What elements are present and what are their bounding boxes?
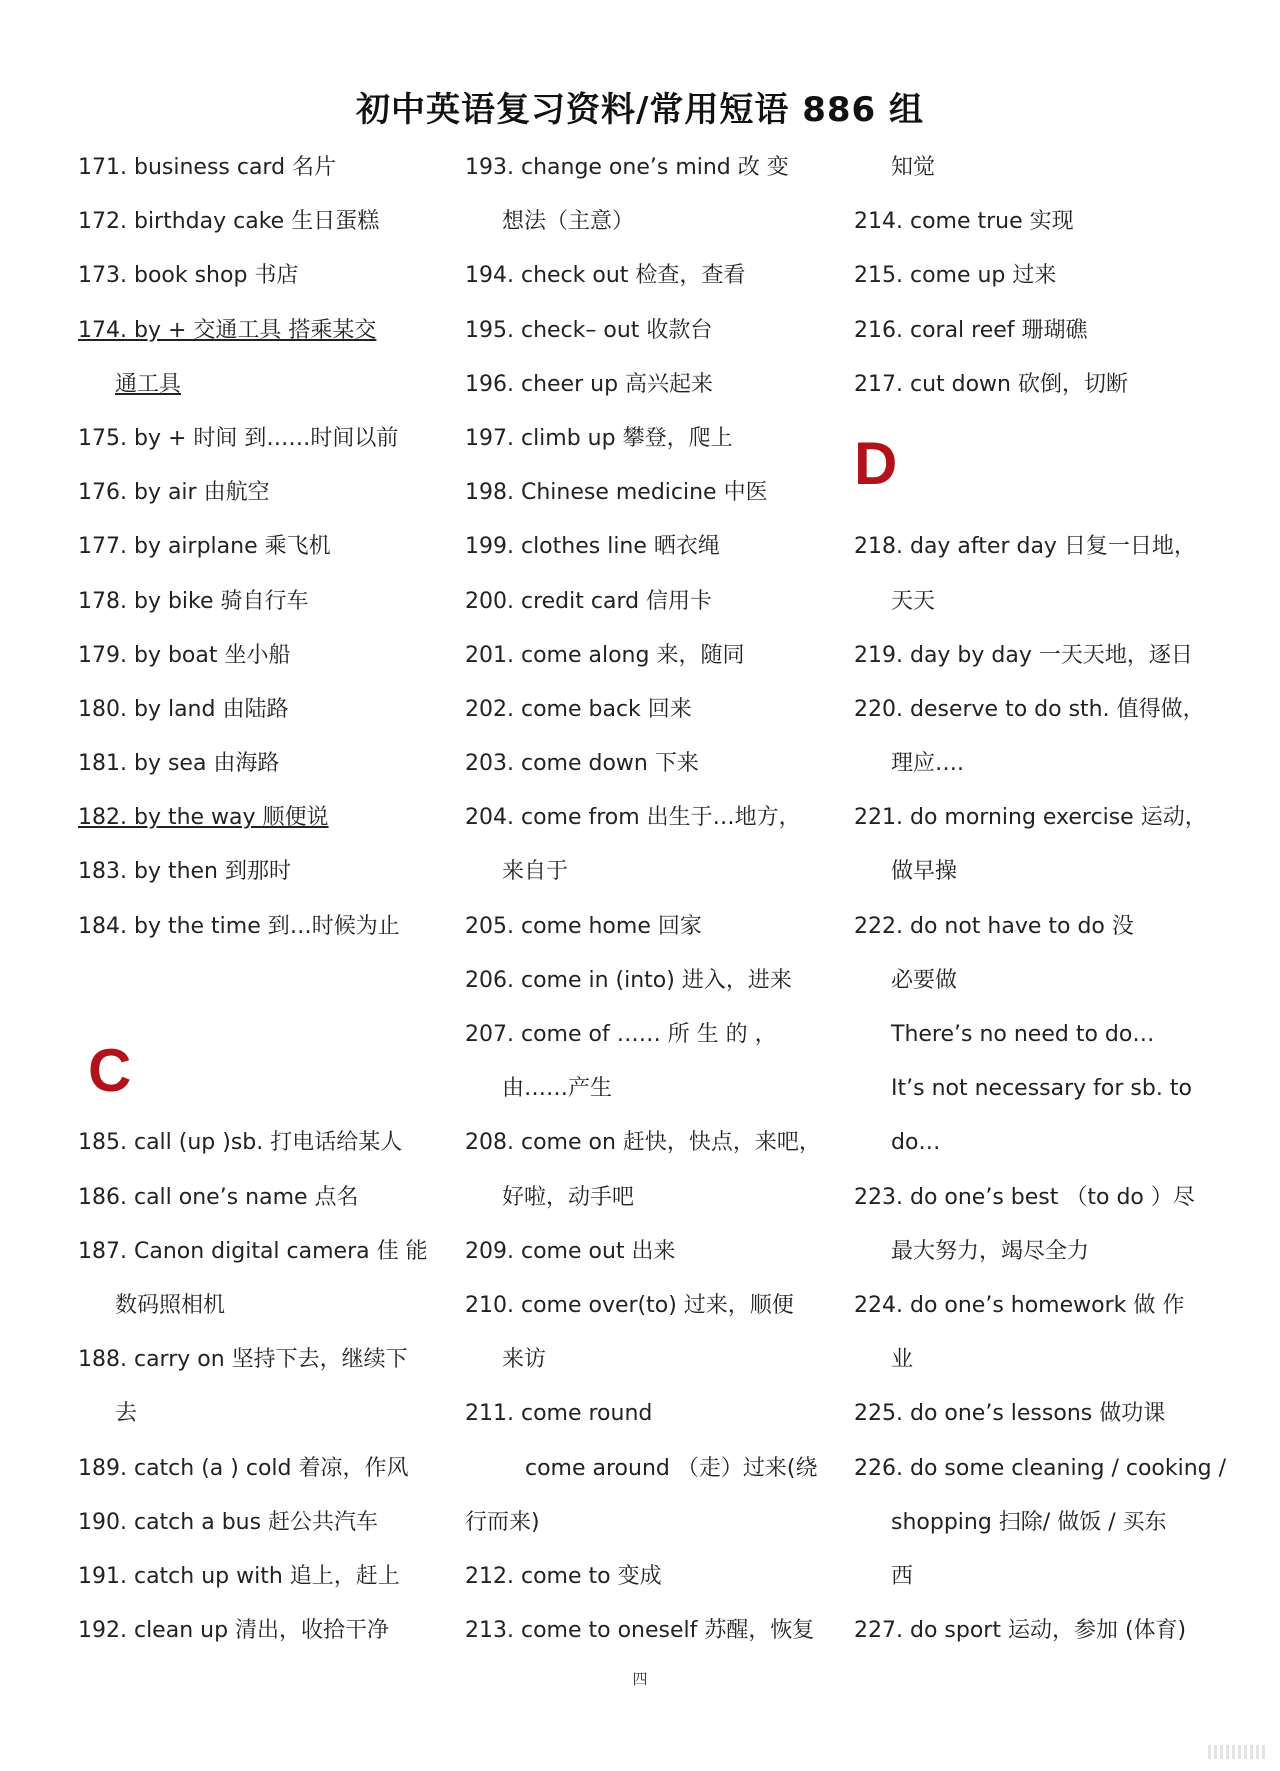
phrase-text: 216. coral reef 珊瑚礁	[854, 317, 1088, 343]
phrase-entry	[854, 629, 1206, 683]
phrase-continuation	[854, 1008, 1206, 1062]
column-1	[78, 141, 434, 1658]
phrase-entry	[854, 791, 1206, 845]
phrase-text: 224. do one’s homework 做 作	[854, 1292, 1185, 1318]
phrase-entry	[78, 141, 434, 195]
phrase-text: 197. climb up 攀登，爬上	[465, 425, 733, 451]
phrase-text: 227. do sport 运动，参加 (体育)	[854, 1618, 1187, 1644]
phrase-entry	[465, 1225, 821, 1279]
phrase-entry	[78, 629, 434, 683]
phrase-continuation	[854, 141, 1206, 195]
phrase-text: 194. check out 检查，查看	[465, 263, 746, 289]
phrase-continuation	[854, 1333, 1206, 1387]
phrase-continuation	[854, 845, 1206, 899]
phrase-text: 天天	[891, 588, 936, 614]
phrase-continuation	[854, 1496, 1206, 1550]
phrase-text: 177. by airplane 乘飞机	[78, 534, 331, 560]
phrase-entry	[854, 249, 1206, 303]
phrase-entry	[465, 412, 821, 466]
phrase-text: 175. by + 时间 到……时间以前	[78, 425, 399, 451]
phrase-text: 去	[115, 1401, 138, 1427]
phrase-entry	[78, 1442, 434, 1496]
phrase-text: shopping 扫除/ 做饭 / 买东	[891, 1509, 1167, 1535]
phrase-continuation	[465, 1442, 821, 1496]
phrase-continuation	[854, 1062, 1206, 1116]
phrase-text: 187. Canon digital camera 佳 能	[78, 1238, 428, 1264]
phrase-entry	[465, 629, 821, 683]
phrase-text: 196. cheer up 高兴起来	[465, 371, 714, 397]
phrase-entry	[78, 1550, 434, 1604]
phrase-entry	[465, 1279, 821, 1333]
phrase-text: 212. come to 变成	[465, 1563, 662, 1589]
phrase-text: 226. do some cleaning / cooking /	[854, 1455, 1227, 1481]
phrase-entry	[465, 466, 821, 520]
phrase-text: 199. clothes line 晒衣绳	[465, 534, 720, 560]
phrase-entry	[854, 1171, 1206, 1225]
phrase-entry	[78, 195, 434, 249]
phrase-entry	[465, 954, 821, 1008]
phrase-entry	[78, 520, 434, 574]
phrase-text: do…	[891, 1130, 941, 1156]
phrase-text: 213. come to oneself 苏醒，恢复	[465, 1618, 815, 1644]
phrase-text: 225. do one’s lessons 做功课	[854, 1401, 1166, 1427]
phrase-text: 来访	[502, 1347, 547, 1373]
phrase-entry	[78, 466, 434, 520]
phrase-text: 206. come in (into) 进入，进来	[465, 967, 792, 993]
phrase-continuation	[78, 358, 434, 412]
column-2	[465, 141, 821, 1658]
spacer	[78, 954, 434, 1008]
phrase-entry	[465, 683, 821, 737]
phrase-text: 179. by boat 坐小船	[78, 642, 291, 668]
phrase-text: 202. come back 回来	[465, 696, 692, 722]
phrase-entry	[78, 575, 434, 629]
phrase-entry	[854, 304, 1206, 358]
phrase-text: 西	[891, 1563, 914, 1589]
phrase-text: 行而来)	[465, 1509, 540, 1535]
phrase-text: 必要做	[891, 967, 958, 993]
phrase-entry	[78, 791, 434, 845]
phrase-continuation	[465, 195, 821, 249]
phrase-text: come around （走）过来(绕	[525, 1455, 818, 1481]
phrase-entry	[854, 900, 1206, 954]
phrase-text: 181. by sea 由海路	[78, 751, 280, 777]
page-title: 初中英语复习资料/常用短语 886 组	[355, 90, 925, 130]
phrase-text: 204. come from 出生于…地方，	[465, 805, 801, 831]
phrase-entry	[78, 304, 434, 358]
phrase-entry	[78, 1225, 434, 1279]
phrase-text: 190. catch a bus 赶公共汽车	[78, 1509, 379, 1535]
phrase-text: 215. come up 过来	[854, 263, 1057, 289]
phrase-entry	[465, 304, 821, 358]
phrase-text: 201. come along 来，随同	[465, 642, 745, 668]
phrase-continuation	[854, 1550, 1206, 1604]
phrase-text: 221. do morning exercise 运动，	[854, 805, 1207, 831]
phrase-entry	[78, 1116, 434, 1170]
phrase-text: 186. call one’s name 点名	[78, 1184, 359, 1210]
phrase-text: 222. do not have to do 没	[854, 913, 1134, 939]
phrase-entry	[465, 358, 821, 412]
phrase-text: 191. catch up with 追上，赶上	[78, 1563, 400, 1589]
phrase-text: 180. by land 由陆路	[78, 696, 289, 722]
phrase-entry	[465, 520, 821, 574]
phrase-entry	[465, 575, 821, 629]
phrase-entry	[854, 195, 1206, 249]
phrase-text: 205. come home 回家	[465, 913, 702, 939]
phrase-text: 183. by then 到那时	[78, 859, 291, 885]
phrase-entry	[78, 1171, 434, 1225]
phrase-entry	[465, 1387, 821, 1441]
phrase-entry	[465, 791, 821, 845]
phrase-entry	[465, 1550, 821, 1604]
phrase-text: 数码照相机	[115, 1292, 226, 1318]
phrase-text: 218. day after day 日复一日地，	[854, 534, 1196, 560]
phrase-text: 203. come down 下来	[465, 751, 699, 777]
phrase-entry	[78, 249, 434, 303]
phrase-entry	[78, 737, 434, 791]
phrase-text: 200. credit card 信用卡	[465, 588, 713, 614]
page-number: 四	[632, 1670, 648, 1688]
phrase-text: 219. day by day 一天天地，逐日	[854, 642, 1193, 668]
phrase-text: 理应….	[891, 751, 964, 777]
phrase-continuation	[78, 1279, 434, 1333]
phrase-text: 195. check– out 收款台	[465, 317, 713, 343]
phrase-entry	[854, 358, 1206, 412]
phrase-entry	[465, 1604, 821, 1658]
phrase-continuation	[854, 737, 1206, 791]
phrase-text: 209. come out 出来	[465, 1238, 676, 1264]
phrase-text: 182. by the way 顺便说	[78, 805, 329, 831]
phrase-text: 188. carry on 坚持下去，继续下	[78, 1347, 408, 1373]
phrase-text: 176. by air 由航空	[78, 480, 270, 506]
phrase-entry	[465, 737, 821, 791]
phrase-text: 174. by + 交通工具 搭乘某交	[78, 317, 377, 343]
phrase-text: 好啦，动手吧	[502, 1184, 635, 1210]
phrase-text: 214. come true 实现	[854, 209, 1074, 235]
phrase-text: 198. Chinese medicine 中医	[465, 480, 768, 506]
phrase-entry	[465, 900, 821, 954]
phrase-text: 通工具	[115, 371, 182, 397]
phrase-entry	[854, 1387, 1206, 1441]
phrase-text: It’s not necessary for sb. to	[891, 1076, 1192, 1102]
phrase-text: 207. come of …… 所 生 的 ，	[465, 1022, 777, 1047]
phrase-entry	[465, 1008, 821, 1062]
phrase-continuation	[465, 1333, 821, 1387]
phrase-text: 189. catch (a ) cold 着凉，作风	[78, 1455, 409, 1481]
phrase-text: 172. birthday cake 生日蛋糕	[78, 209, 380, 235]
phrase-entry	[78, 683, 434, 737]
phrase-text: 来自于	[502, 859, 569, 885]
phrase-entry	[465, 1496, 821, 1550]
phrase-text: 业	[891, 1347, 914, 1373]
phrase-text: 193. change one’s mind 改 变	[465, 155, 789, 180]
phrase-entry	[854, 683, 1206, 737]
phrase-text: 178. by bike 骑自行车	[78, 588, 309, 614]
phrase-text: 184. by the time 到…时候为止	[78, 913, 400, 939]
phrase-text: There’s no need to do…	[891, 1022, 1155, 1048]
phrase-entry	[78, 1333, 434, 1387]
phrase-entry	[78, 412, 434, 466]
phrase-continuation	[854, 575, 1206, 629]
phrase-entry	[854, 1442, 1227, 1496]
phrase-text: 做早操	[891, 859, 958, 885]
phrase-continuation	[465, 1171, 821, 1225]
phrase-entry	[78, 845, 434, 899]
phrase-text: 208. come on 赶快，快点，来吧，	[465, 1130, 821, 1156]
phrase-continuation	[465, 1062, 821, 1116]
phrase-continuation	[78, 1387, 434, 1441]
phrase-continuation	[854, 1225, 1206, 1279]
section-letter-d: D	[854, 429, 898, 497]
phrase-text: 217. cut down 砍倒，切断	[854, 371, 1128, 397]
phrase-entry	[465, 1116, 821, 1170]
phrase-text: 想法（主意）	[502, 209, 635, 235]
phrase-text: 220. deserve to do sth. 值得做，	[854, 696, 1205, 722]
phrase-text: 知觉	[891, 155, 936, 180]
phrase-entry	[465, 141, 821, 195]
phrase-continuation	[465, 845, 821, 899]
phrase-text: 171. business card 名片	[78, 155, 337, 180]
phrase-text: 210. come over(to) 过来，顺便	[465, 1292, 794, 1318]
phrase-entry	[854, 1279, 1206, 1333]
phrase-entry	[854, 520, 1206, 574]
phrase-entry	[854, 1604, 1206, 1658]
column-3	[854, 141, 1227, 1658]
phrase-entry	[78, 1496, 434, 1550]
phrase-text: 192. clean up 清出，收拾干净	[78, 1618, 390, 1644]
phrase-text: 223. do one’s best （to do ）尽	[854, 1184, 1195, 1210]
phrase-text: 由……产生	[502, 1076, 613, 1102]
watermark-mark	[1208, 1745, 1268, 1759]
phrase-entry	[78, 900, 434, 954]
phrase-text: 185. call (up )sb. 打电话给某人	[78, 1130, 403, 1156]
phrase-entry	[465, 249, 821, 303]
phrase-text: 173. book shop 书店	[78, 263, 299, 289]
phrase-text: 211. come round	[465, 1401, 653, 1427]
phrase-continuation	[854, 954, 1206, 1008]
section-letter-c: C	[88, 1037, 132, 1104]
phrase-entry	[78, 1604, 434, 1658]
phrase-continuation	[854, 1116, 1206, 1170]
phrase-text: 最大努力，竭尽全力	[891, 1238, 1090, 1264]
